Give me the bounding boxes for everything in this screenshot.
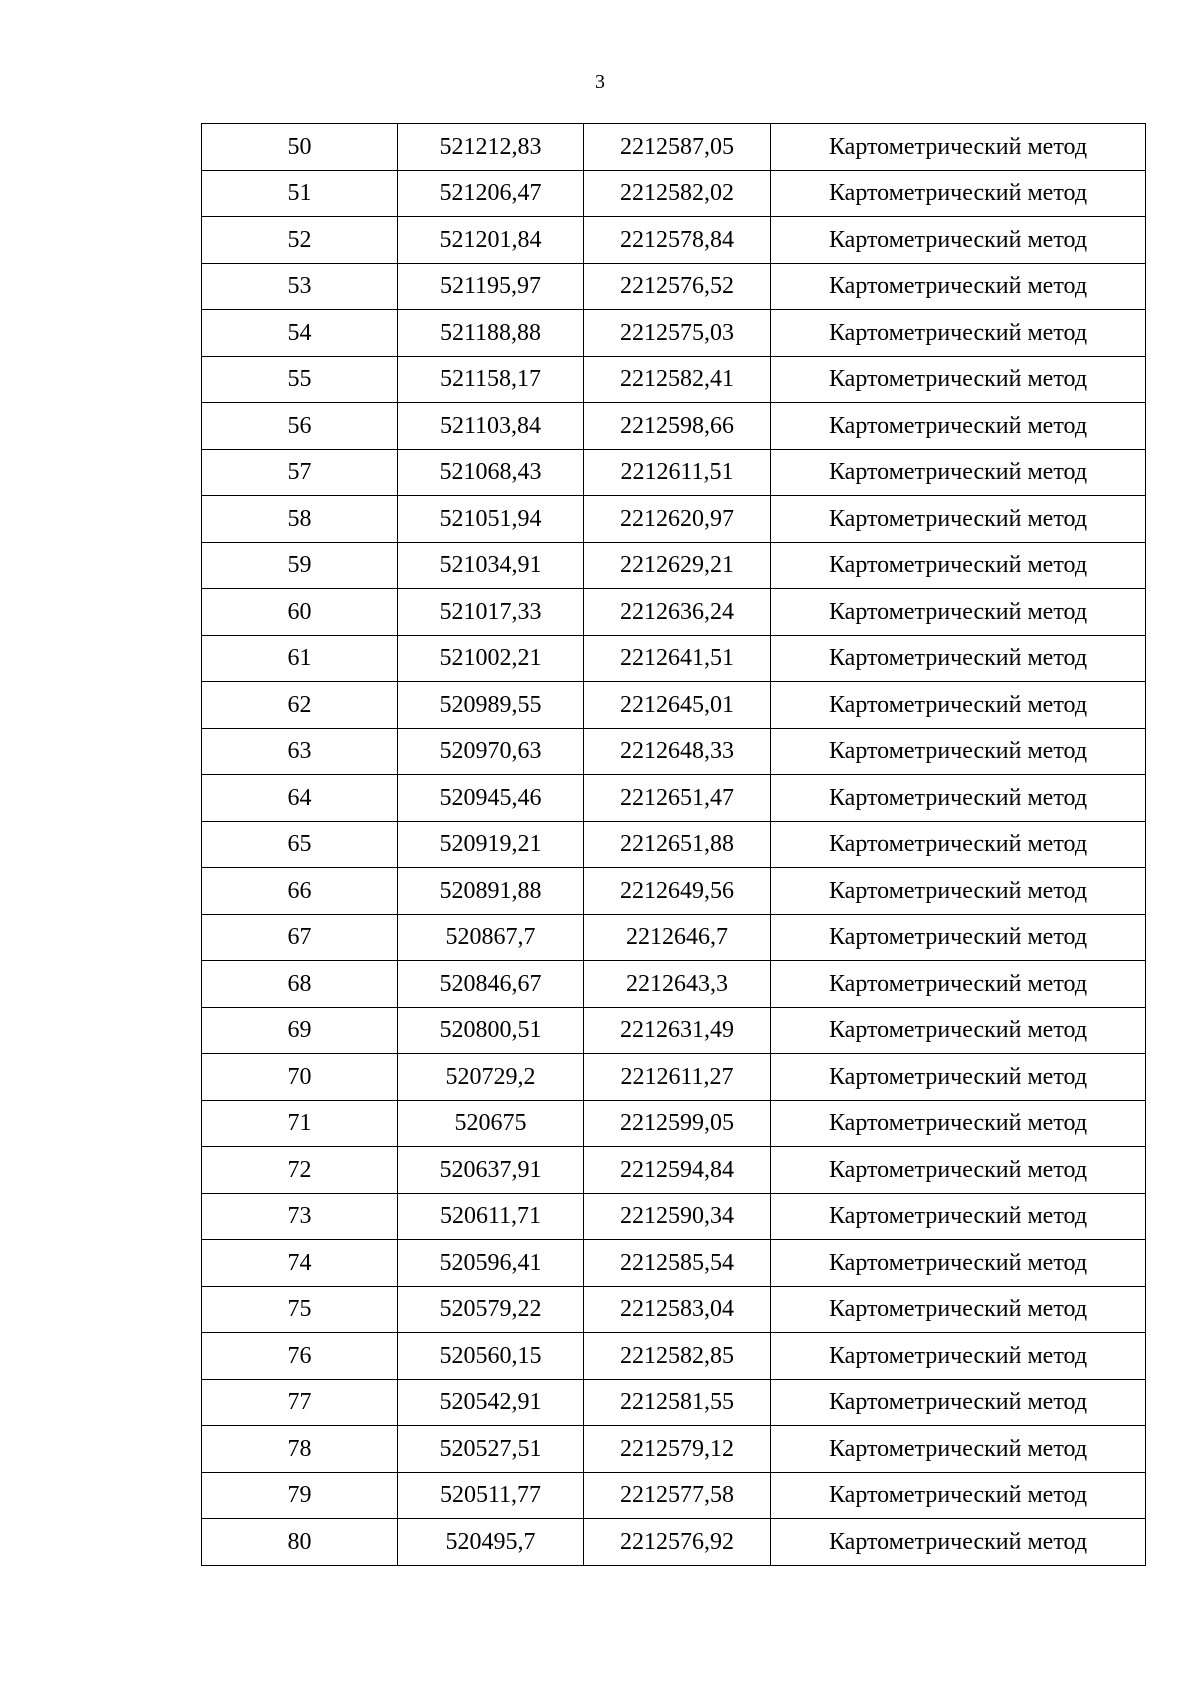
method-cell: Картометрический метод <box>771 1147 1146 1194</box>
y-coordinate-cell: 2212636,24 <box>584 589 771 636</box>
table-row <box>202 263 1146 310</box>
table-row <box>202 1472 1146 1519</box>
point-number-cell: 61 <box>202 635 398 682</box>
table-row <box>202 449 1146 496</box>
y-coordinate-cell: 2212576,52 <box>584 263 771 310</box>
method-cell: Картометрический метод <box>771 170 1146 217</box>
y-coordinate-cell: 2212611,51 <box>584 449 771 496</box>
method-cell: Картометрический метод <box>771 542 1146 589</box>
point-number-cell: 57 <box>202 449 398 496</box>
y-coordinate-cell: 2212579,12 <box>584 1426 771 1473</box>
table-row <box>202 589 1146 636</box>
y-coordinate-cell: 2212620,97 <box>584 496 771 543</box>
table-row <box>202 1426 1146 1473</box>
x-coordinate-cell: 520527,51 <box>398 1426 584 1473</box>
y-coordinate-cell: 2212629,21 <box>584 542 771 589</box>
y-coordinate-cell: 2212575,03 <box>584 310 771 357</box>
y-coordinate-cell: 2212598,66 <box>584 403 771 450</box>
point-number-cell: 78 <box>202 1426 398 1473</box>
point-number-cell: 74 <box>202 1240 398 1287</box>
point-number-cell: 56 <box>202 403 398 450</box>
x-coordinate-cell: 520867,7 <box>398 914 584 961</box>
point-number-cell: 52 <box>202 217 398 264</box>
y-coordinate-cell: 2212631,49 <box>584 1007 771 1054</box>
y-coordinate-cell: 2212643,3 <box>584 961 771 1008</box>
table-row <box>202 496 1146 543</box>
x-coordinate-cell: 520637,91 <box>398 1147 584 1194</box>
x-coordinate-cell: 520729,2 <box>398 1054 584 1101</box>
point-number-cell: 60 <box>202 589 398 636</box>
x-coordinate-cell: 521002,21 <box>398 635 584 682</box>
method-cell: Картометрический метод <box>771 1240 1146 1287</box>
x-coordinate-cell: 521068,43 <box>398 449 584 496</box>
table-row <box>202 728 1146 775</box>
x-coordinate-cell: 521017,33 <box>398 589 584 636</box>
x-coordinate-cell: 520970,63 <box>398 728 584 775</box>
method-cell: Картометрический метод <box>771 961 1146 1008</box>
table-row <box>202 1193 1146 1240</box>
x-coordinate-cell: 520511,77 <box>398 1472 584 1519</box>
point-number-cell: 80 <box>202 1519 398 1566</box>
table-row <box>202 868 1146 915</box>
y-coordinate-cell: 2212590,34 <box>584 1193 771 1240</box>
method-cell: Картометрический метод <box>771 589 1146 636</box>
method-cell: Картометрический метод <box>771 821 1146 868</box>
x-coordinate-cell: 520846,67 <box>398 961 584 1008</box>
x-coordinate-cell: 520596,41 <box>398 1240 584 1287</box>
point-number-cell: 69 <box>202 1007 398 1054</box>
method-cell: Картометрический метод <box>771 1379 1146 1426</box>
point-number-cell: 59 <box>202 542 398 589</box>
y-coordinate-cell: 2212641,51 <box>584 635 771 682</box>
table-row <box>202 356 1146 403</box>
table-row <box>202 914 1146 961</box>
point-number-cell: 64 <box>202 775 398 822</box>
point-number-cell: 77 <box>202 1379 398 1426</box>
point-number-cell: 76 <box>202 1333 398 1380</box>
method-cell: Картометрический метод <box>771 1054 1146 1101</box>
x-coordinate-cell: 520675 <box>398 1100 584 1147</box>
method-cell: Картометрический метод <box>771 1472 1146 1519</box>
coordinates-table <box>201 123 1146 1566</box>
point-number-cell: 54 <box>202 310 398 357</box>
table-row <box>202 542 1146 589</box>
x-coordinate-cell: 520611,71 <box>398 1193 584 1240</box>
method-cell: Картометрический метод <box>771 914 1146 961</box>
point-number-cell: 65 <box>202 821 398 868</box>
point-number-cell: 70 <box>202 1054 398 1101</box>
table-row <box>202 1519 1146 1566</box>
page-number: 3 <box>595 71 605 93</box>
point-number-cell: 68 <box>202 961 398 1008</box>
method-cell: Картометрический метод <box>771 1100 1146 1147</box>
y-coordinate-cell: 2212583,04 <box>584 1286 771 1333</box>
table-row <box>202 1100 1146 1147</box>
x-coordinate-cell: 520891,88 <box>398 868 584 915</box>
point-number-cell: 62 <box>202 682 398 729</box>
table-row <box>202 1240 1146 1287</box>
point-number-cell: 71 <box>202 1100 398 1147</box>
y-coordinate-cell: 2212611,27 <box>584 1054 771 1101</box>
y-coordinate-cell: 2212576,92 <box>584 1519 771 1566</box>
point-number-cell: 66 <box>202 868 398 915</box>
method-cell: Картометрический метод <box>771 728 1146 775</box>
y-coordinate-cell: 2212645,01 <box>584 682 771 729</box>
point-number-cell: 79 <box>202 1472 398 1519</box>
table-row <box>202 170 1146 217</box>
point-number-cell: 63 <box>202 728 398 775</box>
x-coordinate-cell: 520919,21 <box>398 821 584 868</box>
table-row <box>202 217 1146 264</box>
table-row <box>202 1333 1146 1380</box>
y-coordinate-cell: 2212577,58 <box>584 1472 771 1519</box>
x-coordinate-cell: 521051,94 <box>398 496 584 543</box>
table-row <box>202 1286 1146 1333</box>
y-coordinate-cell: 2212651,47 <box>584 775 771 822</box>
x-coordinate-cell: 521188,88 <box>398 310 584 357</box>
y-coordinate-cell: 2212648,33 <box>584 728 771 775</box>
method-cell: Картометрический метод <box>771 1193 1146 1240</box>
method-cell: Картометрический метод <box>771 682 1146 729</box>
method-cell: Картометрический метод <box>771 1519 1146 1566</box>
table-row <box>202 1379 1146 1426</box>
point-number-cell: 75 <box>202 1286 398 1333</box>
method-cell: Картометрический метод <box>771 635 1146 682</box>
method-cell: Картометрический метод <box>771 1426 1146 1473</box>
point-number-cell: 73 <box>202 1193 398 1240</box>
x-coordinate-cell: 520989,55 <box>398 682 584 729</box>
method-cell: Картометрический метод <box>771 124 1146 171</box>
table-row <box>202 310 1146 357</box>
method-cell: Картометрический метод <box>771 356 1146 403</box>
x-coordinate-cell: 521201,84 <box>398 217 584 264</box>
table-row <box>202 1147 1146 1194</box>
x-coordinate-cell: 521103,84 <box>398 403 584 450</box>
x-coordinate-cell: 520495,7 <box>398 1519 584 1566</box>
y-coordinate-cell: 2212585,54 <box>584 1240 771 1287</box>
y-coordinate-cell: 2212582,85 <box>584 1333 771 1380</box>
method-cell: Картометрический метод <box>771 496 1146 543</box>
y-coordinate-cell: 2212578,84 <box>584 217 771 264</box>
x-coordinate-cell: 520945,46 <box>398 775 584 822</box>
method-cell: Картометрический метод <box>771 310 1146 357</box>
method-cell: Картометрический метод <box>771 1333 1146 1380</box>
y-coordinate-cell: 2212651,88 <box>584 821 771 868</box>
x-coordinate-cell: 521212,83 <box>398 124 584 171</box>
y-coordinate-cell: 2212581,55 <box>584 1379 771 1426</box>
method-cell: Картометрический метод <box>771 868 1146 915</box>
y-coordinate-cell: 2212649,56 <box>584 868 771 915</box>
x-coordinate-cell: 521158,17 <box>398 356 584 403</box>
table-row <box>202 821 1146 868</box>
y-coordinate-cell: 2212582,02 <box>584 170 771 217</box>
method-cell: Картометрический метод <box>771 775 1146 822</box>
y-coordinate-cell: 2212646,7 <box>584 914 771 961</box>
y-coordinate-cell: 2212587,05 <box>584 124 771 171</box>
method-cell: Картометрический метод <box>771 403 1146 450</box>
x-coordinate-cell: 521206,47 <box>398 170 584 217</box>
table-row <box>202 1007 1146 1054</box>
method-cell: Картометрический метод <box>771 449 1146 496</box>
method-cell: Картометрический метод <box>771 1007 1146 1054</box>
x-coordinate-cell: 520800,51 <box>398 1007 584 1054</box>
table-row <box>202 1054 1146 1101</box>
point-number-cell: 58 <box>202 496 398 543</box>
table-row <box>202 682 1146 729</box>
table-row <box>202 775 1146 822</box>
y-coordinate-cell: 2212582,41 <box>584 356 771 403</box>
table-row <box>202 403 1146 450</box>
method-cell: Картометрический метод <box>771 1286 1146 1333</box>
coordinates-table-body <box>202 124 1146 1566</box>
point-number-cell: 72 <box>202 1147 398 1194</box>
x-coordinate-cell: 521034,91 <box>398 542 584 589</box>
table-row <box>202 961 1146 1008</box>
table-row <box>202 124 1146 171</box>
method-cell: Картометрический метод <box>771 217 1146 264</box>
x-coordinate-cell: 520560,15 <box>398 1333 584 1380</box>
point-number-cell: 53 <box>202 263 398 310</box>
x-coordinate-cell: 521195,97 <box>398 263 584 310</box>
y-coordinate-cell: 2212594,84 <box>584 1147 771 1194</box>
point-number-cell: 55 <box>202 356 398 403</box>
point-number-cell: 67 <box>202 914 398 961</box>
table-row <box>202 635 1146 682</box>
x-coordinate-cell: 520579,22 <box>398 1286 584 1333</box>
point-number-cell: 51 <box>202 170 398 217</box>
x-coordinate-cell: 520542,91 <box>398 1379 584 1426</box>
point-number-cell: 50 <box>202 124 398 171</box>
method-cell: Картометрический метод <box>771 263 1146 310</box>
y-coordinate-cell: 2212599,05 <box>584 1100 771 1147</box>
